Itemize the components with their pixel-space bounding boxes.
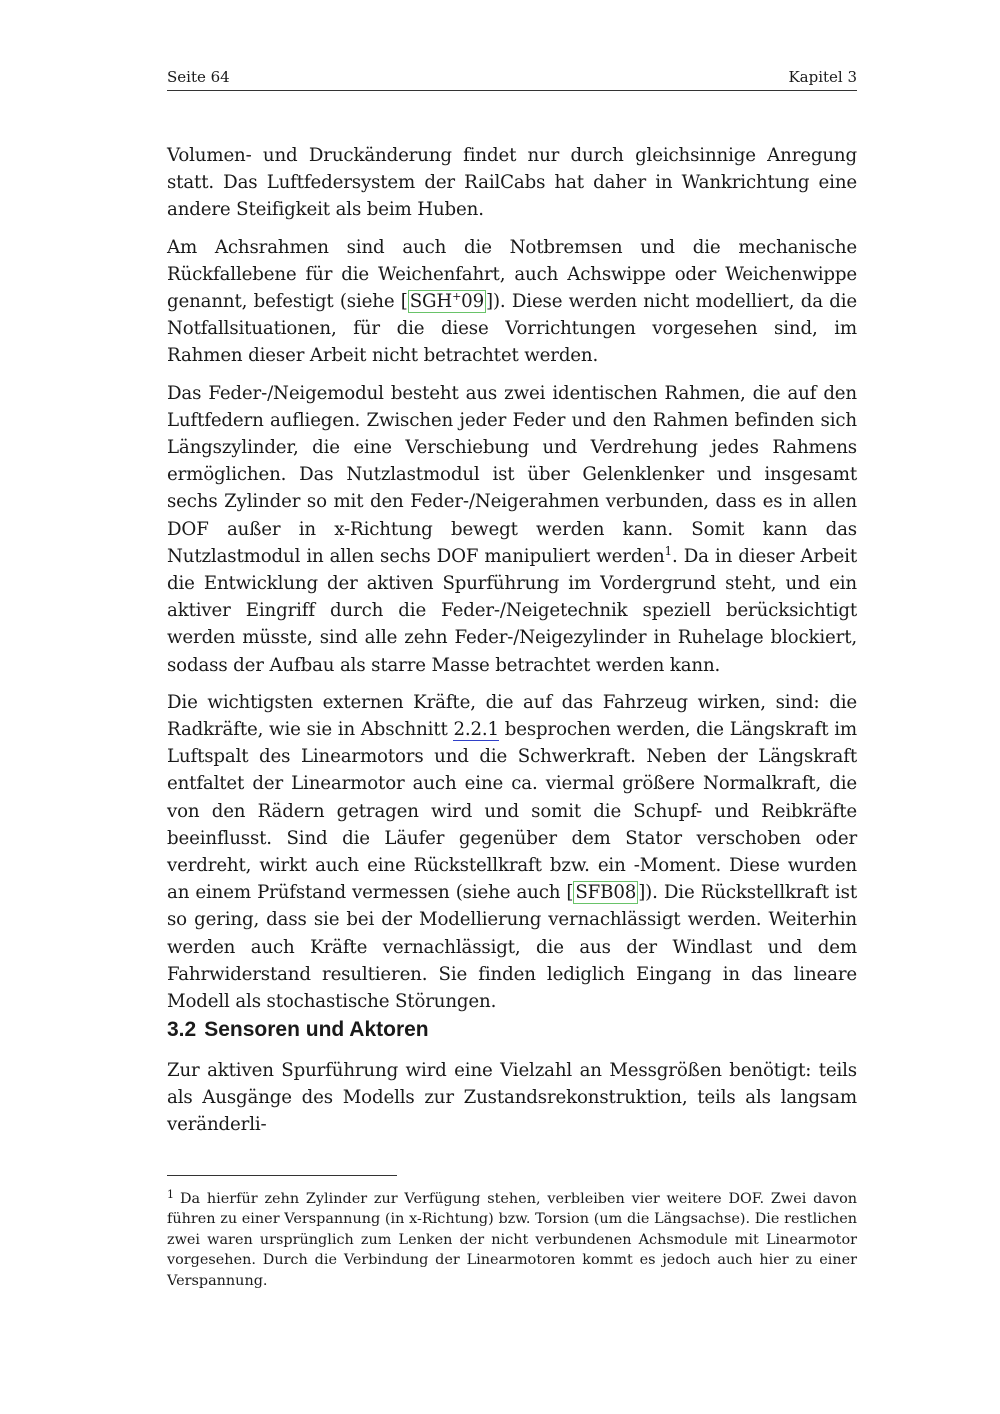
citation-link-sgh09[interactable] (408, 290, 486, 313)
chapter-label: Kapitel 3 (788, 68, 857, 86)
footnote-divider (167, 1175, 397, 1176)
section-body (167, 1057, 857, 1139)
citation-year: 09 (461, 291, 485, 313)
section-paragraph: Zur aktiven Spurführung wird eine Vielzahl an Messgrößen benötigt: teils als Ausgänge des Modells zur Zustandsrekonstruktion, teils als langsam veränderli- (167, 1060, 857, 1136)
footnote-number: 1 (167, 1188, 174, 1201)
paragraph-2 (167, 234, 857, 370)
paragraph-2-text-b: ]). Diese werden nicht modelliert, da die Notfallsituationen, für die diese Vorrichtungen vorgesehen sind, im Rahmen dieser Arbeit nicht betrachtet werden. (167, 291, 857, 367)
section-number: 3.2 (167, 1018, 197, 1041)
footnote-text: Da hierfür zehn Zylinder zur Verfügung stehen, verbleiben vier weitere DOF. Zwei davon führen zu einer Verspannung (in x-Richtung) bzw. Torsion (um die Längsachse). Die restlichen zwei waren ursprünglich zum Lenken der nicht verbundenen Achsmodule mit Linearmotor vorgesehen. Durch die Verbindung der Linearmotoren kommt es jedoch auch hier zu einer Verspannung. (167, 1191, 857, 1289)
paragraph-4 (167, 689, 857, 1015)
paragraph-3 (167, 380, 857, 679)
paragraph-1: Volumen- und Druckänderung findet nur durch gleichsinnige Anregung statt. Das Luftfedersystem der RailCabs hat daher in Wankrichtung eine andere Steifigkeit als beim Huben. (167, 145, 857, 221)
paragraph-4-text-c: ]). Die Rückstellkraft ist so gering, dass sie bei der Modellierung vernachlässigt werden. Weiterhin werden auch Kräfte vernachlässigt, die aus der Windlast und dem Fahrwiderstand resultieren. Sie finden lediglich Eingang in das lineare Modell als stochastische Störungen. (167, 882, 857, 1013)
paragraph-2-text-a: Am Achsrahmen sind auch die Notbremsen und die mechanische Rückfallebene für die Weichenfahrt, auch Achswippe oder Weichenwippe genannt, befestigt (siehe [ (167, 236, 857, 313)
paragraph-4-text-b: besprochen werden, die Längskraft im Luftspalt des Linearmotors und die Schwerkraft. Neben der Längskraft entfaltet der Linearmotor auch eine ca. viermal größere Normalkraft, die von den Rädern getragen wird und somit die Schupf- und Reibkräfte beeinflusst. Sind die Läufer gegenüber dem Stator verschoben oder verdreht, wirkt auch eine Rückstellkraft bzw. ein -Moment. Diese wurden an einem Prüfstand vermessen (siehe auch [ (167, 719, 857, 904)
footnote (167, 1185, 857, 1291)
paragraph-3-text-b: . Da in dieser Arbeit die Entwicklung der aktiven Spurführung im Vordergrund steht, und ein aktiver Eingriff durch die Feder-/Neigetechnik speziell berücksichtigt werden müsste, sind alle zehn Feder-/Neigezylinder in Ruhelage blockiert, sodass der Aufbau als starre Masse betrachtet werden kann. (167, 545, 857, 676)
section-title: Sensoren und Aktoren (204, 1018, 429, 1041)
section-heading (167, 1016, 857, 1044)
body-text (167, 142, 857, 1025)
paragraph-3-text-a: Das Feder-/Neigemodul besteht aus zwei identischen Rahmen, die auf den Luftfedern aufliegen. Zwischen jeder Feder und den Rahmen befinden sich Längszylinder, die eine Verschiebung und Verdrehung jedes Rahmens ermöglichen. Das Nutzlastmodul ist über Gelenklenker und insgesamt sechs Zylinder so mit den Feder-/Neigerahmen verbunden, dass es in allen DOF außer in x-Richtung bewegt werden kann. Somit kann das Nutzlastmodul in allen sechs DOF manipuliert werden (167, 382, 857, 567)
citation-link-sfb08[interactable]: SFB08 (575, 882, 637, 904)
section-reference-link[interactable]: 2.2.1 (453, 719, 499, 741)
citation-key: SGH (409, 291, 453, 313)
citation-sup: + (452, 290, 462, 304)
paragraph-4-text-a: Die wichtigsten externen Kräfte, die auf das Fahrzeug wirken, sind: die Radkräfte, wie sie in Abschnitt (167, 691, 857, 741)
running-header (167, 66, 857, 91)
page-number-label: Seite 64 (167, 68, 230, 86)
footnote-marker-link[interactable]: 1 (664, 543, 673, 558)
